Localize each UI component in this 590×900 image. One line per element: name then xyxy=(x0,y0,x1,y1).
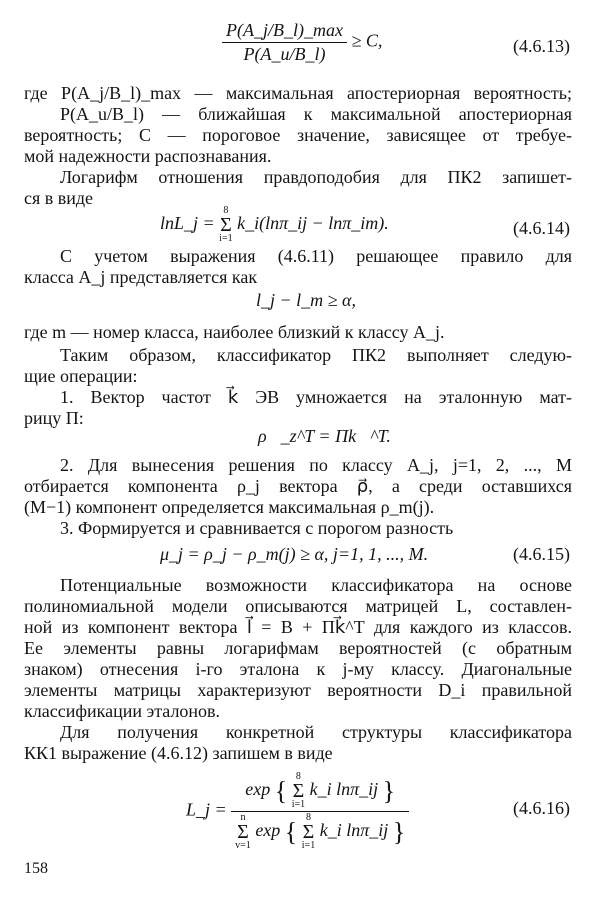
sigma-symbol: Σ xyxy=(292,780,305,802)
formula-body: k_i lnπ_ij xyxy=(319,820,389,841)
text-line: отбирается компонента ρ_j вектора ρ⃗, а среди оставшихся xyxy=(24,476,572,496)
threshold-relation: ≥ C, xyxy=(351,30,383,51)
sigma-symbol: Σ xyxy=(220,214,232,236)
text-line: Ее элементы равны логарифмам вероятностей (с обратным xyxy=(24,638,572,658)
equation-number: (4.6.13) xyxy=(513,36,570,56)
ratio-denominator: P(A_u/B_l) xyxy=(243,44,326,64)
text-line: рицу Π: xyxy=(24,408,84,428)
fraction-denominator: n Σ v=1 exp { 8 Σ i=1 k_i lnπ_ij } xyxy=(235,812,406,851)
probability-ratio xyxy=(222,20,347,65)
formula-lhs: L_j = xyxy=(186,799,227,820)
formula-4-6-16 xyxy=(186,772,409,851)
sum-lower-limit: i=1 xyxy=(301,840,316,851)
softmax-fraction xyxy=(231,772,409,851)
text-line: вероятность; C — пороговое значение, зависящее от требуе- xyxy=(24,125,572,145)
fraction-numerator: exp { 8 Σ i=1 k_i lnπ_ij } xyxy=(231,772,409,812)
sum-upper-limit: 8 xyxy=(295,771,301,782)
text-line: мой надежности распознавания. xyxy=(24,146,272,166)
text-line: знаком) отнесения i-го эталона к j-му классу. Диагональные xyxy=(24,659,572,679)
page-number: 158 xyxy=(24,860,48,877)
text-line: Потенциальные возможности классификатора на основе xyxy=(60,575,572,595)
formula-body: k_i(lnπ_ij − lnπ_im). xyxy=(237,213,389,234)
equation-number: (4.6.15) xyxy=(513,544,570,564)
formula-4-6-13 xyxy=(222,20,382,65)
formula-body: k_i lnπ_ij xyxy=(309,779,379,800)
sum-lower-limit: v=1 xyxy=(235,840,251,851)
text-line: ной из компонент вектора l⃗ = B + Πk⃗^T для каждого из классов. xyxy=(24,617,572,637)
sum-lower-limit: i=1 xyxy=(219,233,233,244)
sigma-symbol: Σ xyxy=(237,821,249,843)
text-line: полиномиальной модели описываются матрицей L, составлен- xyxy=(24,596,572,616)
ratio-numerator: P(A_j/B_l)_max xyxy=(222,20,347,43)
sum-lower-limit: i=1 xyxy=(291,799,306,810)
sum-upper-limit: 8 xyxy=(223,205,229,216)
text-line: где P(A_j/B_l)_max — максимальная апостериорная вероятность; xyxy=(24,83,572,103)
sum-operator xyxy=(302,813,315,851)
text-line: КК1 выражение (4.6.12) запишем в виде xyxy=(24,743,333,763)
text-line: элементы матрицы характеризуют вероятности D_i правильной xyxy=(24,680,572,700)
formula-lhs: lnL_j = xyxy=(160,213,215,234)
text-line: (M−1) компонент определяется максимальная ρ_m(j). xyxy=(24,497,435,517)
text-line: 1. Вектор частот k⃗ ЭВ умножается на эталонную мат- xyxy=(60,387,572,407)
formula-4-6-15: μ_j = ρ_j − ρ_m(j) ≥ α, j=1, 1, ..., M. xyxy=(160,544,429,564)
text-line: С учетом выражения (4.6.11) решающее правило для xyxy=(60,246,572,266)
text-line: Логарифм отношения правдоподобия для ПК2 запишет- xyxy=(60,167,572,187)
sum-operator xyxy=(235,813,251,851)
exp-function: exp xyxy=(255,820,281,841)
text-line: где m — номер класса, наиболее близкий к классу A_j. xyxy=(24,322,445,342)
equation-number: (4.6.14) xyxy=(513,218,570,238)
text-line: Для получения конкретной структуры классификатора xyxy=(60,722,572,742)
text-line: класса A_j представляется как xyxy=(24,267,258,287)
text-line: P(A_u/B_l) — ближайшая к максимальной апостериорная xyxy=(60,104,572,124)
text-line: 2. Для вынесения решения по классу A_j, j=1, 2, ..., M xyxy=(60,455,572,475)
formula-4-6-14 xyxy=(160,206,389,244)
text-line: 3. Формируется и сравнивается с порогом разность xyxy=(60,518,454,538)
sum-upper-limit: n xyxy=(240,812,246,823)
sum-operator xyxy=(292,772,305,810)
text-line: ся в виде xyxy=(24,188,94,208)
equation-number: (4.6.16) xyxy=(513,798,570,818)
sigma-symbol: Σ xyxy=(302,821,315,843)
vector-product-formula: ρ⃗_z^T = Πk⃗^T. xyxy=(258,426,391,446)
text-line: щие операции: xyxy=(24,366,138,386)
exp-function: exp xyxy=(245,779,271,800)
text-line: классификации эталонов. xyxy=(24,701,221,721)
sum-operator xyxy=(219,206,232,244)
decision-rule-formula: l_j − l_m ≥ α, xyxy=(256,290,356,310)
sum-upper-limit: 8 xyxy=(305,812,311,823)
text-line: Таким образом, классификатор ПК2 выполняет следую- xyxy=(60,345,572,365)
